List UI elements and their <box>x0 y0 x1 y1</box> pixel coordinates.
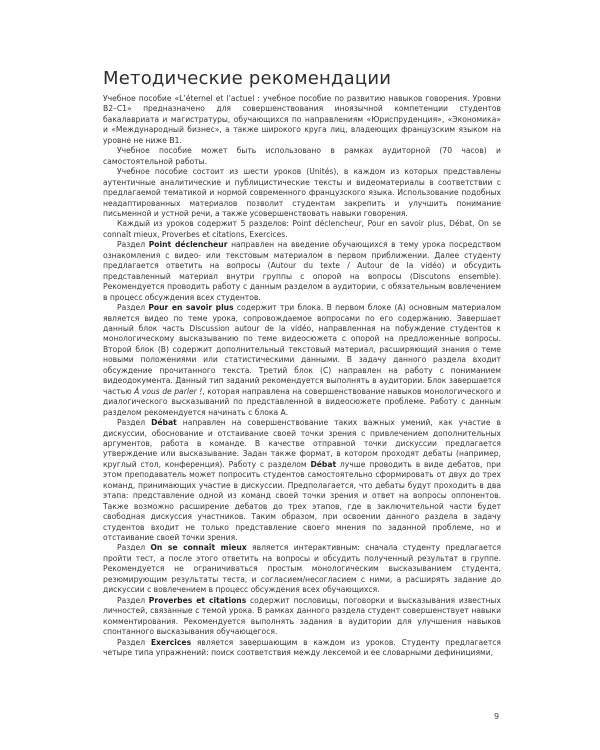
paragraph-point-declencheur <box>103 240 501 303</box>
text-run: содержит пословицы, поговорки и высказывания известных личностей, связанные с темой урока. В рамках данного раздела студент совершенствует навыки комментирования. Рекомендуется выполнять задания в аудитории для улучшения навыков спонтанного высказывания обучающегося. <box>103 595 502 637</box>
text-run: , которая направлена на совершенствование навыков монологического и диалогического высказываний по представленной в видеосюжете проблеме. Работу с данным разделом рекомендуется начинать с блока А. <box>103 386 501 417</box>
page-title: Методические рекомендации <box>103 68 392 89</box>
paragraph-usage: Учебное пособие может быть использовано в рамках аудиторной (70 часов) и самостоятельной работы. <box>103 146 501 166</box>
italic-phrase: À vous de parler ! <box>134 386 203 396</box>
section-name-point-declencheur: Point déclencheur <box>148 240 228 250</box>
body-text <box>103 94 501 658</box>
text-run: является интерактивным: сначала студенту предлагается пройти тест, а после этого ответить на вопросы и обсудить полученный результат в группе. Рекомендуется не ограничиваться простым монологическим высказыванием студента, резюмирующим результаты теста, и согласием/несогласием с ними, а расширять задание до дискуссии с вовлечением в процесс обсуждения всех обучающихся. <box>103 543 502 595</box>
paragraph-proverbes <box>103 596 501 638</box>
section-name-debat: Débat <box>151 418 177 428</box>
paragraph-structure: Учебное пособие состоит из шести уроков (Unités), в каждом из которых представлены аутентичные аналитические и публицистические тексты и видеоматериалы в соответствии с предлагаемой тематикой и нормой современного французского языка. Использование подобных неадаптированных материалов позволит студентам закрепить и улучшить понимание письменной и устной речи, а также усовершенствовать навыки говорения. <box>103 167 501 218</box>
section-name-on-se-connait-mieux: On se connaît mieux <box>150 543 247 553</box>
paragraph-on-se-connait-mieux <box>103 543 501 595</box>
text-run: лучше проводить в виде дебатов, при этом преподаватель может попросить студентов самостоятельно сформировать от двух до трех команд, принимающих участие в дискуссии. Предполагается, что дебаты будут проходить в два этапа: представление одной из команд своей точки зрения и ответ на вопросы оппонентов. Также возможно расширение дебатов до трех этапов, где в заключительной части будет свободная дискуссия участников. Таким образом, при освоении данного раздела в задачу студентов входит не только представление своего мнения по заданной проблеме, но и отстаивание своей точки зрения. <box>103 459 501 543</box>
paragraph-sections: Каждый из уроков содержит 5 разделов: Point déclencheur, Pour en savoir plus, Débat, On se connaît mieux, Proverbes et citations, Exercices. <box>103 219 501 239</box>
section-name-debat-2: Débat <box>310 459 337 469</box>
section-name-exercices: Exercices <box>150 637 192 647</box>
text-run: направлен на совершенствование таких важных умений, как участие в дискуссии, обоснование и отстаивание своей точки зрения с привлечением дополнительных аргументов, работа в команде. В качестве отправной точки дискуссии предлагается утверждение или высказывание. Задан также формат, в котором проходят дебаты (например, круглый стол, конференция). Работу с разделом <box>103 418 501 469</box>
text-run: направлен на введение обучающихся в тему урока посредством ознакомления с видео- или текстовым материалом в первом приближении. Далее студенту предлагается ответить на вопросы (Autour du texte / Autour de la vidéo) и обсудить представленный материал внутри группы с опорой на вопросы (Discutons ensemble). Рекомендуется проводить работу с данным разделом в аудитории, с обязательным вовлечением в процесс обсуждения всех студентов. <box>103 240 501 302</box>
text-run: является завершающим в каждом из уроков. Студенту предлагается четыре типа упражнений: поиск соответствия между лексемой и ее словарными дефинициями, <box>103 637 501 658</box>
text-run: Раздел <box>117 543 151 553</box>
text-run: Раздел <box>117 637 151 647</box>
paragraph-pour-en-savoir-plus <box>103 303 501 418</box>
section-name-pour-en-savoir-plus: Pour en savoir plus <box>148 303 234 313</box>
paragraph-exercices <box>103 638 501 659</box>
paragraph-debat <box>103 418 501 543</box>
text-run: Раздел <box>117 303 149 313</box>
section-name-proverbes: Proverbes et citations <box>148 595 247 605</box>
page-number: 9 <box>494 712 500 721</box>
text-run: Раздел <box>117 595 149 605</box>
text-run: содержит три блока. В первом блоке (А) основным материалом является видео по теме урока, сопровождаемое вопросами по его содержанию. Завершает данный блок часть Discussion autour de la vidéo, направленная на побуждение студентов к монологическому высказыванию по теме видеосюжета с опорой на предложенные вопросы. Второй блок (В) содержит дополнительный текстовый материал, расширяющий знания о теме новыми положениями или статистическими данными. В задачу данного раздела входит обсуждение прочитанного текста. Третий блок (С) направлен на работу с пониманием видеодокумента. Данный тип заданий рекомендуется выполнять в аудитории. Блок завершается частью <box>103 303 501 396</box>
text-run: Раздел <box>117 418 152 428</box>
text-run: Раздел <box>117 240 149 250</box>
paragraph-intro: Учебное пособие «L’éternel et l’actuel : учебное пособие по развитию навыков говорения. Уровни B2–C1» предназначено для совершенствования иноязычной компетенции студентов бакалавриата и магистратуры, обучающихся по направлениям «Юриспруденция», «Экономика» и «Международный бизнес», а также широкого круга лиц, владеющих французским языком на уровне не ниже B1. <box>103 94 501 145</box>
